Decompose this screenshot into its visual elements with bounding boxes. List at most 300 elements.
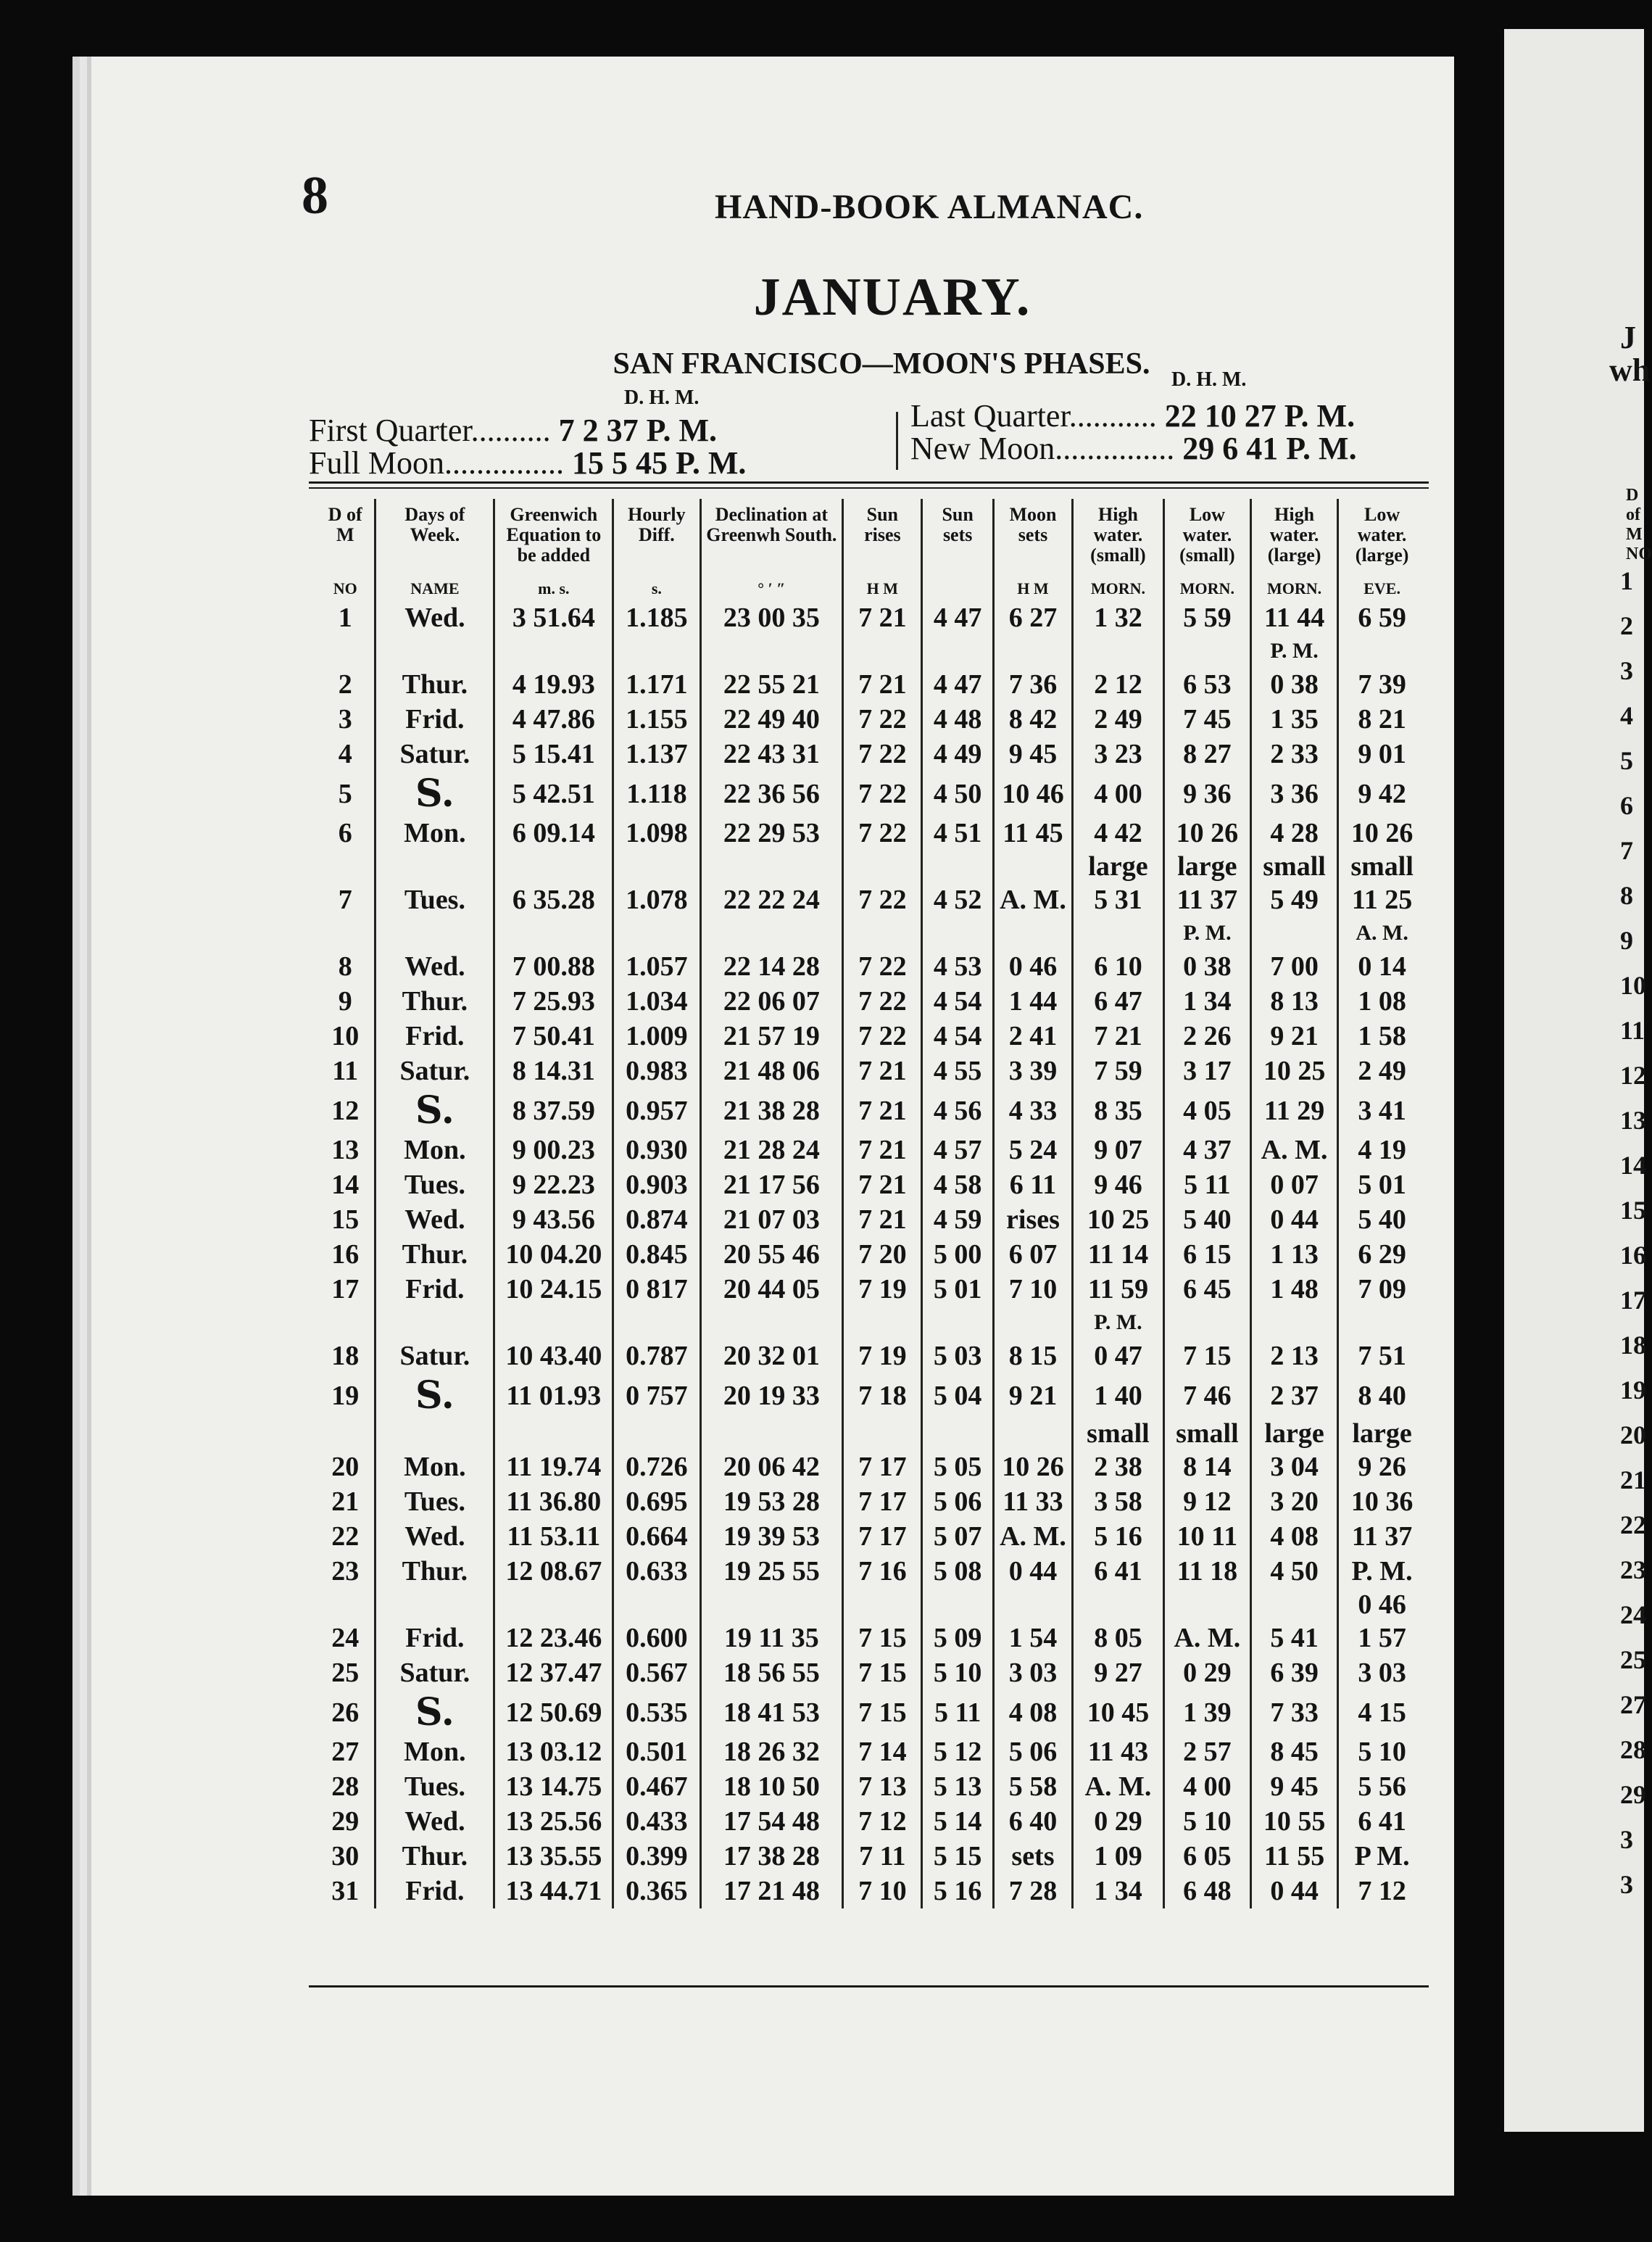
- table-cell: 3 03: [993, 1655, 1072, 1690]
- table-cell: Wed.: [375, 949, 494, 984]
- note-cell: [494, 1589, 613, 1621]
- table-cell: 1.057: [613, 949, 700, 984]
- table-cell: 13 25.56: [494, 1804, 613, 1839]
- table-cell: 5 15.41: [494, 737, 613, 772]
- table-cell: 4 50: [922, 772, 993, 816]
- adjacent-day-number: 1: [1620, 566, 1633, 595]
- table-cell: Mon.: [375, 1734, 494, 1769]
- table-row: [316, 1088, 1425, 1133]
- table-cell: 5 13: [922, 1769, 993, 1804]
- table-cell: 11 44: [1250, 600, 1337, 635]
- table-cell: 6 29: [1338, 1237, 1425, 1272]
- table-cell: 8 37.59: [494, 1088, 613, 1133]
- adjacent-day-number: 8: [1620, 881, 1633, 910]
- phase-label: Last Quarter: [910, 398, 1069, 434]
- adjacent-day-number: 10: [1620, 971, 1646, 1000]
- table-cell: Thur.: [375, 1839, 494, 1874]
- table-cell: 3 39: [993, 1054, 1072, 1088]
- adjacent-day-number: 23: [1620, 1555, 1646, 1584]
- table-cell: 1 08: [1338, 984, 1425, 1019]
- table-cell: 0 817: [613, 1272, 700, 1307]
- column-header: Hourly Diff.: [613, 499, 700, 577]
- table-cell: 1.171: [613, 667, 700, 702]
- note-row: [316, 917, 1425, 949]
- table-cell: 3 36: [1250, 772, 1337, 816]
- table-cell: 6 48: [1163, 1874, 1250, 1908]
- almanac-table: [316, 499, 1425, 1908]
- table-cell: 4 48: [922, 702, 993, 737]
- table-cell: 0 757: [613, 1373, 700, 1418]
- note-cell: [922, 1418, 993, 1449]
- note-cell: [700, 851, 843, 882]
- adjacent-day-number: 4: [1620, 701, 1633, 730]
- adjacent-day-number: 18: [1620, 1331, 1646, 1360]
- table-cell: 6: [338, 818, 352, 848]
- running-head: HAND-BOOK ALMANAC.: [715, 188, 1144, 226]
- table-cell: 17 54 48: [700, 1804, 843, 1839]
- table-cell: 10 26: [993, 1449, 1072, 1484]
- table-cell: 1 44: [993, 984, 1072, 1019]
- table-cell: 3 04: [1250, 1449, 1337, 1484]
- table-cell: 7 45: [1163, 702, 1250, 737]
- table-cell: 6 27: [993, 600, 1072, 635]
- table-cell: 6 47: [1073, 984, 1164, 1019]
- note-cell: [375, 1589, 494, 1621]
- table-cell: 4 47: [922, 667, 993, 702]
- table-cell: 8 35: [1073, 1088, 1164, 1133]
- table-cell: 11 29: [1250, 1088, 1337, 1133]
- note-cell: [1250, 1307, 1337, 1339]
- table-row: [316, 600, 1425, 635]
- table-cell: 2 57: [1163, 1734, 1250, 1769]
- table-cell: 9 07: [1073, 1133, 1164, 1167]
- table-cell: 4 49: [922, 737, 993, 772]
- note-cell: [375, 1307, 494, 1339]
- note-cell: [843, 635, 922, 667]
- note-cell: [993, 851, 1072, 882]
- note-cell: A. M.: [1338, 917, 1425, 949]
- column-header: High water. (small): [1073, 499, 1164, 577]
- table-cell: 8 15: [993, 1339, 1072, 1373]
- adjacent-day-number: 29: [1620, 1780, 1646, 1809]
- phase-dhm-left: D. H. M.: [624, 386, 700, 409]
- table-cell: 7 21: [1073, 1019, 1164, 1054]
- table-cell: 0.695: [613, 1484, 700, 1519]
- table-cell: 5 10: [1163, 1804, 1250, 1839]
- table-cell: 0.787: [613, 1339, 700, 1373]
- column-header: Moon sets: [993, 499, 1072, 577]
- table-cell: 5 06: [922, 1484, 993, 1519]
- table-cell: 0.983: [613, 1054, 700, 1088]
- table-cell: 5 41: [1250, 1621, 1337, 1655]
- table-cell: 7 10: [993, 1272, 1072, 1307]
- table-cell: 7 22: [843, 737, 922, 772]
- table-cell: 11 59: [1073, 1272, 1164, 1307]
- table-cell: 7 36: [993, 667, 1072, 702]
- bottom-rule: [309, 1985, 1429, 1987]
- adjacent-day-number: 2: [1620, 611, 1633, 640]
- table-cell: 3: [338, 704, 352, 735]
- note-cell: [316, 917, 375, 949]
- table-cell: 4 57: [922, 1133, 993, 1167]
- table-row: [316, 1202, 1425, 1237]
- note-cell: [843, 1307, 922, 1339]
- table-cell: 17: [331, 1274, 360, 1304]
- unit-cell: MORN.: [1250, 577, 1337, 600]
- table-cell: 1 48: [1250, 1272, 1337, 1307]
- table-cell: 9: [338, 986, 352, 1017]
- table-cell: 11 18: [1163, 1554, 1250, 1589]
- note-cell: [993, 1589, 1072, 1621]
- table-row: [316, 1519, 1425, 1554]
- table-cell: 5 16: [922, 1874, 993, 1908]
- unit-cell: MORN.: [1073, 577, 1164, 600]
- table-cell: 22 29 53: [700, 816, 843, 851]
- note-cell: small: [1250, 851, 1337, 882]
- note-cell: P. M.: [1073, 1307, 1164, 1339]
- table-cell: 1 34: [1163, 984, 1250, 1019]
- table-row: [316, 1769, 1425, 1804]
- table-cell: 22 36 56: [700, 772, 843, 816]
- adjacent-fragment: wh: [1609, 352, 1651, 388]
- table-cell: 1 35: [1250, 702, 1337, 737]
- table-cell: 2 49: [1338, 1054, 1425, 1088]
- table-cell: 11 14: [1073, 1237, 1164, 1272]
- table-cell: 5 06: [993, 1734, 1072, 1769]
- table-cell: 5 11: [922, 1690, 993, 1734]
- table-cell: 4 51: [922, 816, 993, 851]
- table-cell: 9 00.23: [494, 1133, 613, 1167]
- table-cell: 1 40: [1073, 1373, 1164, 1418]
- table-cell: 1 13: [1250, 1237, 1337, 1272]
- note-row: [316, 635, 1425, 667]
- table-cell: Frid.: [375, 702, 494, 737]
- adjacent-page-edge: [1504, 29, 1652, 2132]
- table-cell: 1.034: [613, 984, 700, 1019]
- table-cell: Satur.: [375, 1339, 494, 1373]
- table-cell: 4 00: [1073, 772, 1164, 816]
- phase-dhm-right: D. H. M.: [1171, 368, 1247, 391]
- table-cell: 10 43.40: [494, 1339, 613, 1373]
- table-cell: 6 15: [1163, 1237, 1250, 1272]
- adjacent-day-number: 3: [1620, 1870, 1633, 1899]
- adjacent-day-number: 7: [1620, 836, 1633, 865]
- note-cell: [922, 635, 993, 667]
- table-cell: 7 15: [843, 1690, 922, 1734]
- table-cell: 18 56 55: [700, 1655, 843, 1690]
- table-cell: 6 10: [1073, 949, 1164, 984]
- unit-cell: NAME: [375, 577, 494, 600]
- table-cell: 10 45: [1073, 1690, 1164, 1734]
- adjacent-day-number: 22: [1620, 1510, 1646, 1539]
- table-cell: 2: [338, 669, 352, 700]
- adjacent-day-number: 3: [1620, 1825, 1633, 1854]
- table-cell: 7 22: [843, 984, 922, 1019]
- table-cell: 9 36: [1163, 772, 1250, 816]
- adjacent-col-header: D of M NO: [1626, 486, 1652, 563]
- unit-cell: H M: [993, 577, 1072, 600]
- column-header: Declination at Greenwh South.: [700, 499, 843, 577]
- table-cell: 5 05: [922, 1449, 993, 1484]
- note-cell: [375, 851, 494, 882]
- table-cell: 0.874: [613, 1202, 700, 1237]
- table-cell: 10 36: [1338, 1484, 1425, 1519]
- table-cell: 3 51.64: [494, 600, 613, 635]
- unit-cell: ° ′ ″: [700, 577, 843, 600]
- note-cell: large: [1163, 851, 1250, 882]
- table-cell: 19 39 53: [700, 1519, 843, 1554]
- table-cell: 1 57: [1338, 1621, 1425, 1655]
- table-cell: 10 11: [1163, 1519, 1250, 1554]
- phase-first-quarter: First Quarter.......... 7 2 37 P. M.: [309, 413, 718, 448]
- table-cell: 31: [331, 1876, 360, 1906]
- table-cell: Mon.: [375, 1133, 494, 1167]
- phase-new-moon: New Moon............... 29 6 41 P. M.: [910, 431, 1357, 466]
- table-cell: 2 41: [993, 1019, 1072, 1054]
- table-cell: 4 52: [922, 882, 993, 917]
- table-cell: S.: [375, 1373, 494, 1418]
- table-cell: 4 33: [993, 1088, 1072, 1133]
- note-cell: [494, 851, 613, 882]
- phase-last-quarter: Last Quarter........... 22 10 27 P. M.: [910, 398, 1356, 434]
- table-cell: 17 38 28: [700, 1839, 843, 1874]
- table-cell: 4 15: [1338, 1690, 1425, 1734]
- table-cell: 5 40: [1163, 1202, 1250, 1237]
- table-cell: 13: [331, 1135, 360, 1165]
- note-cell: large: [1073, 851, 1164, 882]
- table-cell: 7 39: [1338, 667, 1425, 702]
- table-cell: 19: [331, 1380, 360, 1411]
- column-header: Low water. (large): [1338, 499, 1425, 577]
- table-cell: 7 18: [843, 1373, 922, 1418]
- table-cell: Frid.: [375, 1272, 494, 1307]
- top-rule-thin: [309, 487, 1429, 489]
- table-cell: 0 46: [993, 949, 1072, 984]
- table-cell: 11: [332, 1056, 359, 1086]
- note-cell: [613, 635, 700, 667]
- table-cell: 0.501: [613, 1734, 700, 1769]
- table-cell: Thur.: [375, 667, 494, 702]
- unit-cell: EVE.: [1338, 577, 1425, 600]
- table-cell: 7 17: [843, 1519, 922, 1554]
- table-cell: 5 40: [1338, 1202, 1425, 1237]
- note-cell: [1073, 635, 1164, 667]
- table-cell: 1 32: [1073, 600, 1164, 635]
- table-cell: 0.365: [613, 1874, 700, 1908]
- note-cell: [1250, 917, 1337, 949]
- note-cell: [1073, 917, 1164, 949]
- adjacent-day-number: 11: [1620, 1016, 1645, 1045]
- table-cell: 7 50.41: [494, 1019, 613, 1054]
- table-cell: 9 26: [1338, 1449, 1425, 1484]
- table-cell: A. M.: [993, 1519, 1072, 1554]
- table-cell: 1.009: [613, 1019, 700, 1054]
- note-cell: [316, 851, 375, 882]
- table-row: [316, 772, 1425, 816]
- table-cell: 1.137: [613, 737, 700, 772]
- table-cell: 0.535: [613, 1690, 700, 1734]
- table-cell: Tues.: [375, 1769, 494, 1804]
- note-cell: [613, 1418, 700, 1449]
- column-header: Sun rises: [843, 499, 922, 577]
- table-cell: Thur.: [375, 1554, 494, 1589]
- table-cell: S.: [375, 772, 494, 816]
- table-cell: 25: [331, 1658, 360, 1688]
- table-cell: 18 10 50: [700, 1769, 843, 1804]
- table-cell: 7 28: [993, 1874, 1072, 1908]
- table-cell: 7 21: [843, 667, 922, 702]
- almanac-page: [87, 57, 1454, 2196]
- note-cell: [700, 917, 843, 949]
- table-row: [316, 1621, 1425, 1655]
- table-cell: 2 37: [1250, 1373, 1337, 1418]
- adjacent-day-number: 9: [1620, 926, 1633, 955]
- phase-value: 22 10 27 P. M.: [1164, 398, 1356, 434]
- table-cell: 5 09: [922, 1621, 993, 1655]
- note-cell: [843, 917, 922, 949]
- table-cell: 5 31: [1073, 882, 1164, 917]
- table-cell: 9 22.23: [494, 1167, 613, 1202]
- table-cell: 9 12: [1163, 1484, 1250, 1519]
- table-cell: 7 00: [1250, 949, 1337, 984]
- table-row: [316, 1484, 1425, 1519]
- table-cell: Tues.: [375, 882, 494, 917]
- table-cell: 7 15: [843, 1655, 922, 1690]
- table-cell: Wed.: [375, 1202, 494, 1237]
- table-cell: 17 21 48: [700, 1874, 843, 1908]
- table-cell: 7 12: [843, 1804, 922, 1839]
- table-cell: Mon.: [375, 1449, 494, 1484]
- table-cell: 7 22: [843, 1019, 922, 1054]
- table-cell: 3 20: [1250, 1484, 1337, 1519]
- table-cell: 4 54: [922, 984, 993, 1019]
- table-cell: 5 56: [1338, 1769, 1425, 1804]
- phase-label: New Moon: [910, 431, 1055, 466]
- table-cell: 0.903: [613, 1167, 700, 1202]
- table-cell: 10 46: [993, 772, 1072, 816]
- table-cell: P. M.: [1338, 1554, 1425, 1589]
- note-cell: [1163, 635, 1250, 667]
- table-cell: 10 26: [1338, 816, 1425, 851]
- adjacent-day-number: 14: [1620, 1151, 1646, 1180]
- table-cell: 21 28 24: [700, 1133, 843, 1167]
- table-cell: 21 07 03: [700, 1202, 843, 1237]
- note-cell: [922, 1589, 993, 1621]
- table-cell: 5 59: [1163, 600, 1250, 635]
- table-cell: 11 43: [1073, 1734, 1164, 1769]
- table-cell: 10 24.15: [494, 1272, 613, 1307]
- table-cell: 4 55: [922, 1054, 993, 1088]
- table-cell: 1 34: [1073, 1874, 1164, 1908]
- note-cell: [993, 1307, 1072, 1339]
- adjacent-day-number: 6: [1620, 791, 1633, 820]
- table-cell: 7 13: [843, 1769, 922, 1804]
- table-cell: 11 37: [1163, 882, 1250, 917]
- table-cell: 8 45: [1250, 1734, 1337, 1769]
- phase-value: 15 5 45 P. M.: [572, 445, 747, 481]
- table-cell: 2 13: [1250, 1339, 1337, 1373]
- table-cell: 7 21: [843, 1054, 922, 1088]
- table-cell: 0.633: [613, 1554, 700, 1589]
- table-cell: 11 53.11: [494, 1519, 613, 1554]
- table-cell: 1: [338, 603, 352, 633]
- table-cell: S.: [375, 1690, 494, 1734]
- table-cell: 1.118: [613, 772, 700, 816]
- table-cell: 18: [331, 1341, 360, 1371]
- table-cell: Mon.: [375, 816, 494, 851]
- table-cell: 13 03.12: [494, 1734, 613, 1769]
- table-cell: 7 14: [843, 1734, 922, 1769]
- note-cell: [613, 1307, 700, 1339]
- table-cell: 4 37: [1163, 1133, 1250, 1167]
- table-cell: 3 58: [1073, 1484, 1164, 1519]
- note-cell: [700, 635, 843, 667]
- table-cell: 5: [338, 778, 352, 809]
- column-header: Greenwich Equation to be added: [494, 499, 613, 577]
- table-cell: 7 22: [843, 882, 922, 917]
- table-cell: A. M.: [1163, 1621, 1250, 1655]
- adjacent-day-number: 3: [1620, 656, 1633, 685]
- table-cell: A. M.: [1073, 1769, 1164, 1804]
- table-cell: 7 12: [1338, 1874, 1425, 1908]
- table-row: [316, 667, 1425, 702]
- table-cell: 7 00.88: [494, 949, 613, 984]
- table-cell: Frid.: [375, 1019, 494, 1054]
- note-cell: [613, 917, 700, 949]
- table-cell: 5 49: [1250, 882, 1337, 917]
- table-cell: 10: [331, 1021, 360, 1051]
- table-cell: 5 14: [922, 1804, 993, 1839]
- table-cell: 9 42: [1338, 772, 1425, 816]
- table-cell: 5 12: [922, 1734, 993, 1769]
- table-cell: 12: [331, 1095, 360, 1126]
- table-cell: 0 38: [1250, 667, 1337, 702]
- table-cell: 12 08.67: [494, 1554, 613, 1589]
- table-cell: 2 26: [1163, 1019, 1250, 1054]
- table-cell: 5 01: [1338, 1167, 1425, 1202]
- table-cell: 30: [331, 1841, 360, 1871]
- unit-cell: s.: [613, 577, 700, 600]
- note-cell: [700, 1307, 843, 1339]
- table-cell: 0.399: [613, 1839, 700, 1874]
- note-cell: [1338, 635, 1425, 667]
- table-cell: A. M.: [1250, 1133, 1337, 1167]
- note-cell: [993, 917, 1072, 949]
- column-header: Days of Week.: [375, 499, 494, 577]
- table-cell: 5 10: [1338, 1734, 1425, 1769]
- table-cell: 0 47: [1073, 1339, 1164, 1373]
- note-cell: 0 46: [1338, 1589, 1425, 1621]
- adjacent-day-number: 24: [1620, 1600, 1646, 1629]
- table-cell: 20 32 01: [700, 1339, 843, 1373]
- table-row: [316, 1272, 1425, 1307]
- table-cell: 9 45: [993, 737, 1072, 772]
- unit-row: [316, 577, 1425, 600]
- table-cell: 7 33: [1250, 1690, 1337, 1734]
- table-cell: 22: [331, 1521, 360, 1552]
- table-cell: 7 17: [843, 1449, 922, 1484]
- adjacent-day-number: 20: [1620, 1420, 1646, 1449]
- table-cell: 20 44 05: [700, 1272, 843, 1307]
- table-cell: 0.957: [613, 1088, 700, 1133]
- note-cell: P. M.: [1250, 635, 1337, 667]
- adjacent-day-number: 27: [1620, 1690, 1646, 1719]
- adjacent-day-number: 15: [1620, 1196, 1646, 1225]
- table-cell: 10 25: [1250, 1054, 1337, 1088]
- table-cell: 24: [331, 1623, 360, 1653]
- table-cell: 7 59: [1073, 1054, 1164, 1088]
- table-cell: 4 19: [1338, 1133, 1425, 1167]
